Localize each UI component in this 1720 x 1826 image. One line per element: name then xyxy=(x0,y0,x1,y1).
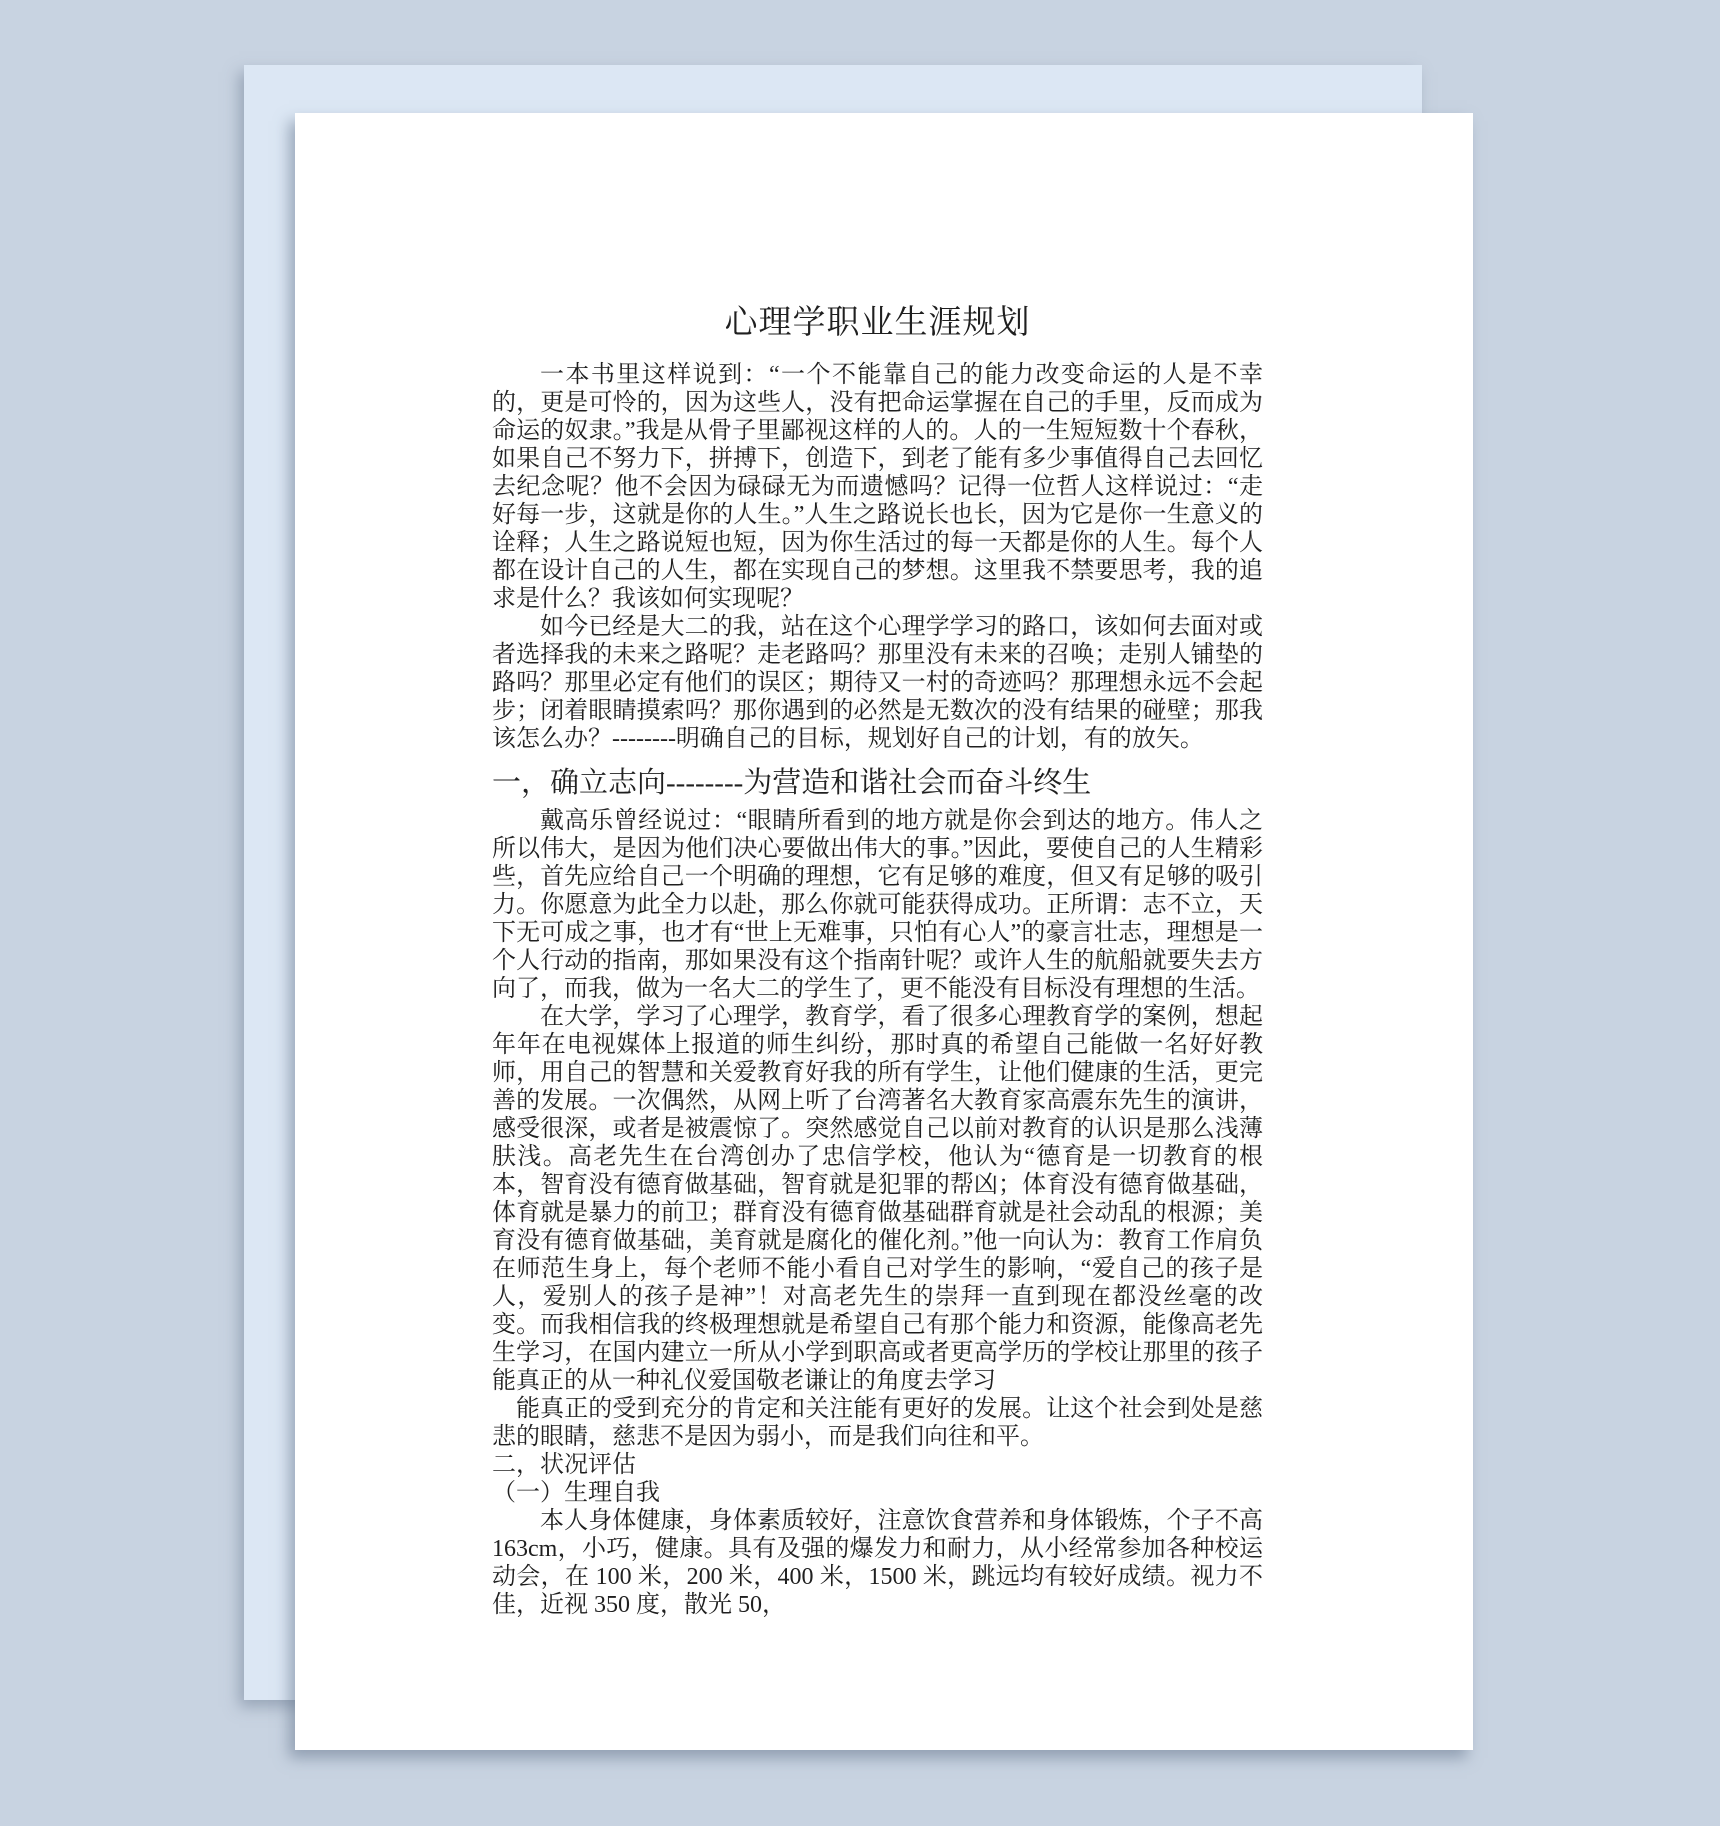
section1-paragraph-2: 在大学，学习了心理学，教育学，看了很多心理教育学的案例，想起年年在电视媒体上报道的师生纠纷，那时真的希望自己能做一名好好教师，用自己的智慧和关爱教育好我的所有学生，让他们健康的生活，更完善的发展。一次偶然，从网上听了台湾著名大教育家高震东先生的演讲，感受很深，或者是被震惊了。突然感觉自己以前对教育的认识是那么浅薄肤浅。高老先生在台湾创办了忠信学校，他认为“德育是一切教育的根本，智育没有德育做基础，智育就是犯罪的帮凶；体育没有德育做基础，体育就是暴力的前卫；群育没有德育做基础群育就是社会动乱的根源；美育没有德育做基础，美育就是腐化的催化剂。”他一向认为：教育工作肩负在师范生身上，每个老师不能小看自己对学生的影响，“爱自己的孩子是人，爱别人的孩子是神”！对高老先生的崇拜一直到现在都没丝毫的改变。而我相信我的终极理想就是希望自己有那个能力和资源，能像高老先生学习，在国内建立一所从小学到职高或者更高学历的学校让那里的孩子能真正的从一种礼仪爱国敬老谦让的角度去学习 xyxy=(492,1004,1263,1394)
document-page xyxy=(295,113,1473,1750)
section2-paragraph-1: 本人身体健康，身体素质较好，注意饮食营养和身体锻炼，个子不高 163cm，小巧，健康。具有及强的爆发力和耐力，从小经常参加各种校运动会，在 100 米，200 米，400 米，1500 米，跳远均有较好成绩。视力不佳，近视 350 度，散光 50， xyxy=(492,1508,1263,1618)
section1-paragraph-3: 能真正的受到充分的肯定和关注能有更好的发展。让这个社会到处是慈悲的眼睛，慈悲不是因为弱小，而是我们向往和平。 xyxy=(492,1396,1263,1450)
section2-subheading: （一）生理自我 xyxy=(492,1480,660,1506)
section2-heading: 二，状况评估 xyxy=(492,1452,636,1478)
intro-paragraph-1: 一本书里这样说到：“一个不能靠自己的能力改变命运的人是不幸的，更是可怜的，因为这些人，没有把命运掌握在自己的手里，反而成为命运的奴隶。”我是从骨子里鄙视这样的人的。人的一生短短数十个春秋，如果自己不努力下，拼搏下，创造下，到老了能有多少事值得自己去回忆去纪念呢？他不会因为碌碌无为而遗憾吗？记得一位哲人这样说过：“走好每一步，这就是你的人生。”人生之路说长也长，因为它是你一生意义的诠释；人生之路说短也短，因为你生活过的每一天都是你的人生。每个人都在设计自己的人生，都在实现自己的梦想。这里我不禁要思考，我的追求是什么？我该如何实现呢？ xyxy=(492,362,1263,612)
document-title: 心理学职业生涯规划 xyxy=(724,305,1031,341)
section1-paragraph-1: 戴高乐曾经说过：“眼睛所看到的地方就是你会到达的地方。伟人之所以伟大，是因为他们决心要做出伟大的事。”因此，要使自己的人生精彩些，首先应给自己一个明确的理想，它有足够的难度，但又有足够的吸引力。你愿意为此全力以赴，那么你就可能获得成功。正所谓：志不立，天下无可成之事，也才有“世上无难事，只怕有心人”的豪言壮志，理想是一个人行动的指南，那如果没有这个指南针呢？或许人生的航船就要失去方向了，而我，做为一名大二的学生了，更不能没有目标没有理想的生活。 xyxy=(492,808,1263,1002)
document-content xyxy=(492,113,1263,1619)
intro-paragraph-2: 如今已经是大二的我，站在这个心理学学习的路口，该如何去面对或者选择我的未来之路呢？走老路吗？那里没有未来的召唤；走别人铺垫的路吗？那里必定有他们的误区；期待又一村的奇迹吗？那理想永远不会起步；闭着眼睛摸索吗？那你遇到的必然是无数次的没有结果的碰壁；那我该怎么办？--------明确自己的目标，规划好自己的计划，有的放矢。 xyxy=(492,614,1263,752)
section1-heading: 一，确立志向--------为营造和谐社会而奋斗终生 xyxy=(492,767,1092,799)
